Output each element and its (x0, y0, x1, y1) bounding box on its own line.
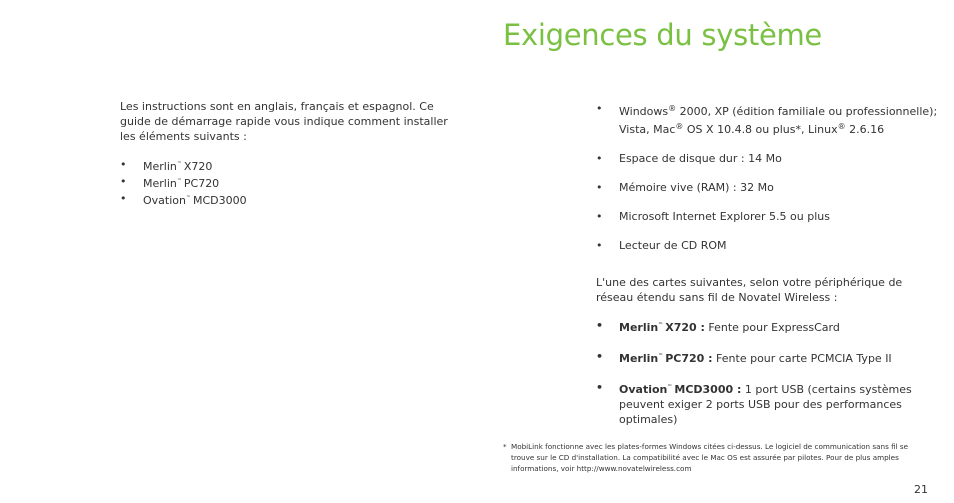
trademark-mark: ™ (176, 161, 182, 167)
cards-intro-paragraph: L'une des cartes suivantes, selon votre périphérique de réseau étendu sans fil de Novatel Wireless : (596, 276, 903, 304)
card-model: X720 : (665, 321, 705, 334)
page-title: Exigences du système (503, 18, 822, 52)
bullet-icon: • (596, 350, 604, 363)
os-windows-versions: 2000, XP (édition familiale ou professionnelle); Vista, Mac (619, 105, 938, 136)
os-mac-versions: OS X 10.4.8 ou plus*, Linux (683, 123, 838, 136)
bullet-icon: • (596, 239, 603, 252)
footnote-marker: * (503, 442, 507, 451)
registered-mark: ® (668, 104, 677, 113)
bullet-icon: • (596, 210, 603, 223)
list-item (120, 191, 247, 208)
card-description: 1 port USB (certains systèmes peuvent exiger 2 ports USB pour des performances optimales) (619, 383, 912, 426)
device-model: X720 (183, 160, 213, 173)
device-list (120, 157, 247, 208)
bullet-icon: • (596, 152, 603, 165)
cards-list (596, 318, 941, 441)
trademark-mark: ™ (185, 195, 191, 201)
trademark-mark: ™ (176, 178, 182, 184)
trademark-mark: ™ (667, 384, 673, 390)
card-description: Fente pour ExpressCard (704, 321, 840, 334)
list-item (120, 174, 247, 191)
page-number: 21 (914, 483, 928, 496)
card-name: Merlin (619, 321, 659, 334)
registered-mark: ® (837, 122, 846, 131)
requirement-browser (596, 209, 941, 224)
bullet-icon: • (596, 319, 604, 332)
bullet-icon: • (120, 175, 127, 188)
card-model: MCD3000 : (674, 383, 742, 396)
card-model: PC720 : (665, 352, 713, 365)
os-windows: Windows (619, 105, 669, 118)
trademark-mark: ™ (658, 322, 664, 328)
list-item (120, 157, 247, 174)
bullet-icon: • (120, 192, 127, 205)
footnote-text: MobiLink fonctionne avec les plates-formes Windows citées ci-dessus. Le logiciel de communication sans fil se trouve sur le CD d'installation. La compatibilité avec le Mac OS est assurée par pilotes. Pour de plus amples informations, voir http://www.novatelwireless.com (511, 442, 909, 473)
intro-paragraph: Les instructions sont en anglais, français et espagnol. Ce guide de démarrage rapide vous indique comment installer les éléments suivants : (120, 100, 448, 143)
bullet-icon: • (120, 158, 127, 171)
card-item (596, 380, 941, 427)
card-description: Fente pour carte PCMCIA Type II (712, 352, 892, 365)
device-name: Ovation (143, 194, 186, 207)
os-linux-version: 2.6.16 (845, 123, 885, 136)
trademark-mark: ™ (658, 353, 664, 359)
device-model: PC720 (183, 177, 220, 190)
requirement-text: Mémoire vive (RAM) : 32 Mo (619, 181, 774, 194)
requirement-text: Microsoft Internet Explorer 5.5 ou plus (619, 210, 830, 223)
device-name: Merlin (143, 177, 177, 190)
bullet-icon: • (596, 181, 603, 194)
requirements-list (596, 101, 941, 253)
requirement-cdrom (596, 238, 941, 253)
bullet-icon: • (596, 102, 603, 115)
card-item (596, 318, 941, 335)
device-model: MCD3000 (192, 194, 247, 207)
card-item (596, 349, 941, 366)
card-name: Merlin (619, 352, 659, 365)
requirement-text: Espace de disque dur : 14 Mo (619, 152, 782, 165)
requirement-ram (596, 180, 941, 195)
requirement-os (596, 101, 941, 137)
registered-mark: ® (675, 122, 684, 131)
device-name: Merlin (143, 160, 177, 173)
card-name: Ovation (619, 383, 668, 396)
footnote (503, 441, 933, 474)
requirement-text: Lecteur de CD ROM (619, 239, 727, 252)
requirement-disk (596, 151, 941, 166)
bullet-icon: • (596, 381, 604, 394)
